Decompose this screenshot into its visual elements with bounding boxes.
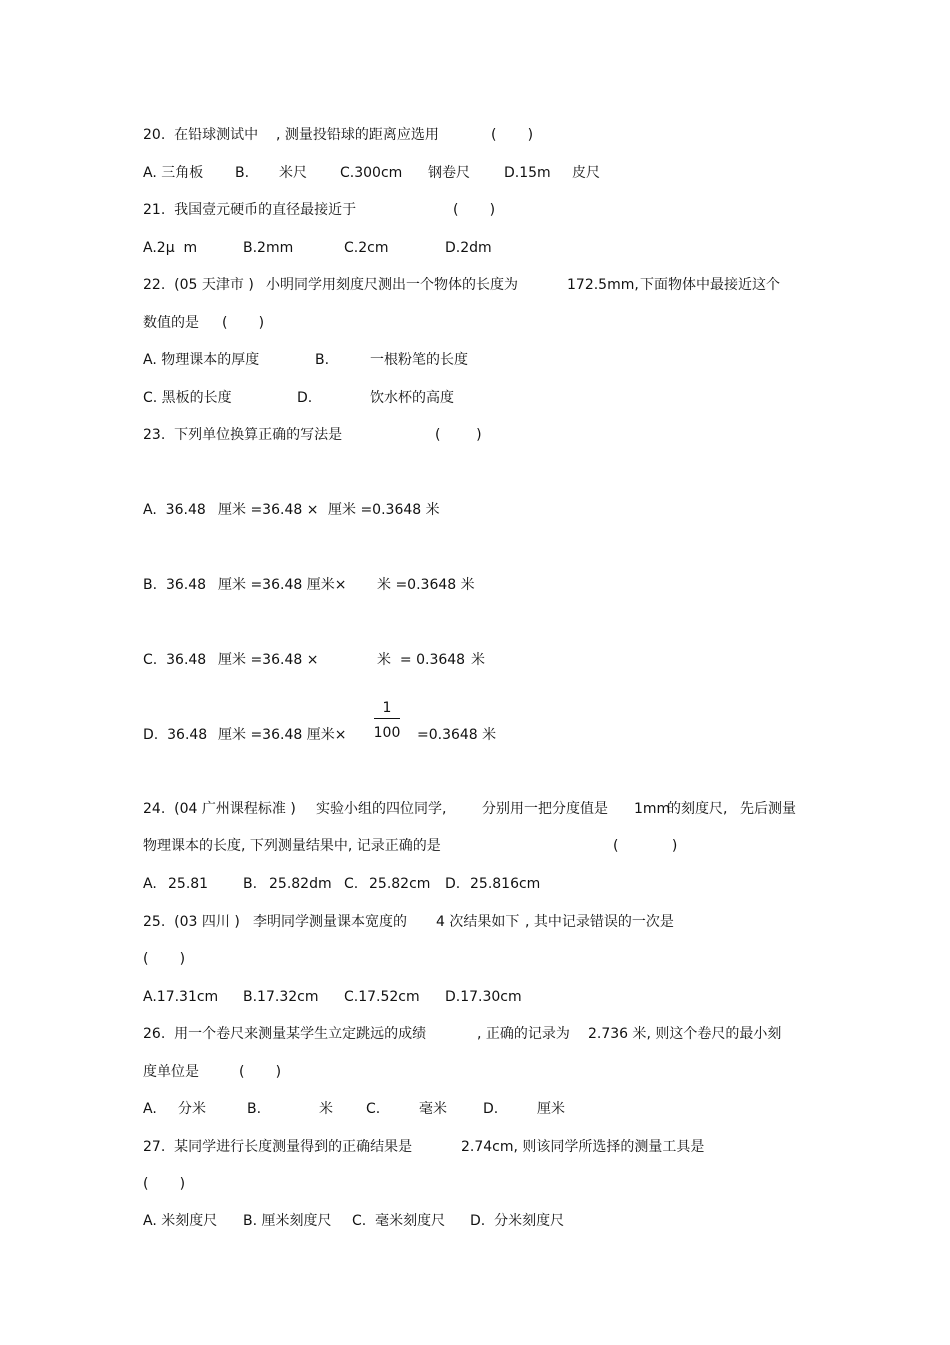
q26-stem-part: 度单位是 xyxy=(143,1064,199,1080)
q25-option: B.17.32cm xyxy=(243,989,319,1005)
q22-stem-part: 数值的是 xyxy=(143,315,199,331)
q26-stem-part: , 正确的记录为 xyxy=(477,1026,570,1042)
q22-stem-part: 172.5mm, xyxy=(567,277,639,293)
q25-option: C.17.52cm xyxy=(344,989,420,1005)
q23-option-b-part: B. 36.48 xyxy=(143,577,207,593)
q22-option: C. 黑板的长度 xyxy=(143,390,232,406)
q22-option: 一根粉笔的长度 xyxy=(370,352,468,368)
q22-answer-blank: ( ) xyxy=(222,315,265,331)
question-24-options xyxy=(143,874,541,894)
q23-option-c-part: 厘米 =36.48 × xyxy=(218,652,319,668)
q23-option-d-part: =0.3648 米 xyxy=(417,727,497,743)
question-24-stem-cont xyxy=(143,836,678,856)
q20-stem-part: , 测量投铅球的距离应选用 xyxy=(276,127,439,143)
q22-option: D. xyxy=(297,390,313,406)
q24-option: C. xyxy=(344,876,359,892)
q21-option: D.2dm xyxy=(445,240,492,256)
q25-option: D.17.30cm xyxy=(445,989,522,1005)
question-21-options xyxy=(143,238,492,258)
q21-option: B.2mm xyxy=(243,240,294,256)
q23-option-a-part: 厘米 =36.48 × xyxy=(218,502,319,518)
q23-option-c-part: 米 = 0.3648 xyxy=(377,652,466,668)
fraction-bar xyxy=(374,718,400,719)
question-24-stem xyxy=(143,799,796,819)
question-27-stem-cont xyxy=(143,1174,186,1194)
q26-option: D. xyxy=(483,1101,499,1117)
question-27-options xyxy=(143,1211,565,1231)
q24-option: 25.82cm xyxy=(369,876,431,892)
q24-option: D. xyxy=(445,876,461,892)
q27-option: C. 毫米刻度尺 xyxy=(352,1213,446,1229)
question-26-options xyxy=(143,1099,565,1119)
question-27-stem xyxy=(143,1137,705,1157)
question-26-stem xyxy=(143,1024,782,1044)
q26-answer-blank: ( ) xyxy=(239,1064,282,1080)
q23-stem-part: 23. 下列单位换算正确的写法是 xyxy=(143,427,343,443)
q22-option: B. xyxy=(315,352,330,368)
q24-stem-part: 24. (04 广州课程标准 ) xyxy=(143,801,296,817)
q26-option: 分米 xyxy=(178,1101,206,1117)
q24-option: 25.81 xyxy=(168,876,209,892)
q22-stem-part: 下面物体中最接近这个 xyxy=(640,277,780,293)
fraction-1-over-100 xyxy=(372,697,402,747)
q24-stem-part: 1mm xyxy=(634,801,671,817)
question-22-options-row1 xyxy=(143,350,468,370)
q25-stem-part: 李明同学测量课本宽度的 xyxy=(253,914,407,930)
q24-option: A. xyxy=(143,876,157,892)
q26-option: 毫米 xyxy=(419,1101,447,1117)
question-25-stem-cont xyxy=(143,949,186,969)
fraction-numerator: 1 xyxy=(382,700,392,716)
q20-answer-blank: ( ) xyxy=(491,127,534,143)
question-23-option-a xyxy=(143,500,440,520)
q26-stem-part: 2.736 米, 则这个卷尺的最小刻 xyxy=(588,1026,782,1042)
q21-option: C.2cm xyxy=(344,240,389,256)
q23-option-d-part: D. 36.48 xyxy=(143,727,208,743)
q27-stem-part: 2.74cm, 则该同学所选择的测量工具是 xyxy=(461,1139,705,1155)
q22-stem-part: 22. (05 天津市 ) xyxy=(143,277,254,293)
q26-option: B. xyxy=(247,1101,262,1117)
q23-option-c-part: C. 36.48 xyxy=(143,652,207,668)
question-22-stem-cont xyxy=(143,313,265,333)
q22-stem-part: 小明同学用刻度尺测出一个物体的长度为 xyxy=(266,277,518,293)
q20-option: 钢卷尺 xyxy=(428,165,470,181)
q20-option: C.300cm xyxy=(340,165,403,181)
q22-option: 饮水杯的高度 xyxy=(370,390,454,406)
q27-option: A. 米刻度尺 xyxy=(143,1213,218,1229)
q20-option: B. xyxy=(235,165,250,181)
q24-option: 25.816cm xyxy=(470,876,541,892)
question-21-stem xyxy=(143,200,496,220)
q24-stem-part: 物理课本的长度, 下列测量结果中, 记录正确的是 xyxy=(143,838,441,854)
q26-option: 米 xyxy=(319,1101,333,1117)
q21-stem-part: 21. 我国壹元硬币的直径最接近于 xyxy=(143,202,357,218)
q24-stem-part: 先后测量 xyxy=(740,801,796,817)
fraction-denominator: 100 xyxy=(373,725,401,741)
q21-option: A.2μ m xyxy=(143,240,198,256)
q27-option: D. 分米刻度尺 xyxy=(470,1213,565,1229)
q27-answer-blank: ( ) xyxy=(143,1176,186,1192)
q23-option-a-part: A. 36.48 xyxy=(143,502,206,518)
question-20-options xyxy=(143,163,600,183)
q24-stem-part: 分别用一把分度值是 xyxy=(482,801,608,817)
q20-stem-part: 20. 在铅球测试中 xyxy=(143,127,259,143)
question-25-stem xyxy=(143,912,674,932)
q24-option: 25.82dm xyxy=(269,876,332,892)
q24-option: B. xyxy=(243,876,258,892)
q20-option: A. 三角板 xyxy=(143,165,204,181)
q25-stem-part: 4 次结果如下 xyxy=(436,914,520,930)
q26-option: 厘米 xyxy=(537,1101,565,1117)
question-26-stem-cont xyxy=(143,1062,282,1082)
q23-option-c-part: 米 xyxy=(471,652,485,668)
q25-option: A.17.31cm xyxy=(143,989,219,1005)
q27-option: B. 厘米刻度尺 xyxy=(243,1213,332,1229)
question-23-option-b xyxy=(143,575,475,595)
q25-stem-part: 25. (03 四川 ) xyxy=(143,914,240,930)
q23-answer-blank: ( ) xyxy=(435,427,482,443)
question-23-stem xyxy=(143,425,482,445)
q23-option-b-part: 米 =0.3648 米 xyxy=(377,577,475,593)
q20-option: D.15m xyxy=(504,165,551,181)
q24-stem-part: 实验小组的四位同学, xyxy=(316,801,447,817)
q21-answer-blank: ( ) xyxy=(453,202,496,218)
q24-stem-part: 的刻度尺, xyxy=(667,801,728,817)
q24-answer-blank: ( ) xyxy=(613,838,678,854)
q23-option-d-part: 厘米 =36.48 厘米× xyxy=(218,727,347,743)
q25-answer-blank: ( ) xyxy=(143,951,186,967)
q23-option-a-part: 厘米 =0.3648 米 xyxy=(328,502,440,518)
question-23-option-c xyxy=(143,650,485,670)
q26-option: C. xyxy=(366,1101,381,1117)
question-22-stem xyxy=(143,275,780,295)
q25-stem-part: , 其中记录错误的一次是 xyxy=(525,914,674,930)
question-20-stem xyxy=(143,125,534,145)
q23-option-b-part: 厘米 =36.48 厘米× xyxy=(218,577,347,593)
q22-option: A. 物理课本的厚度 xyxy=(143,352,260,368)
q26-option: A. xyxy=(143,1101,157,1117)
q27-stem-part: 27. 某同学进行长度测量得到的正确结果是 xyxy=(143,1139,413,1155)
q20-option: 皮尺 xyxy=(572,165,600,181)
question-22-options-row2 xyxy=(143,388,454,408)
question-25-options xyxy=(143,987,522,1007)
q26-stem-part: 26. 用一个卷尺来测量某学生立定跳远的成绩 xyxy=(143,1026,427,1042)
q20-option: 米尺 xyxy=(279,165,307,181)
